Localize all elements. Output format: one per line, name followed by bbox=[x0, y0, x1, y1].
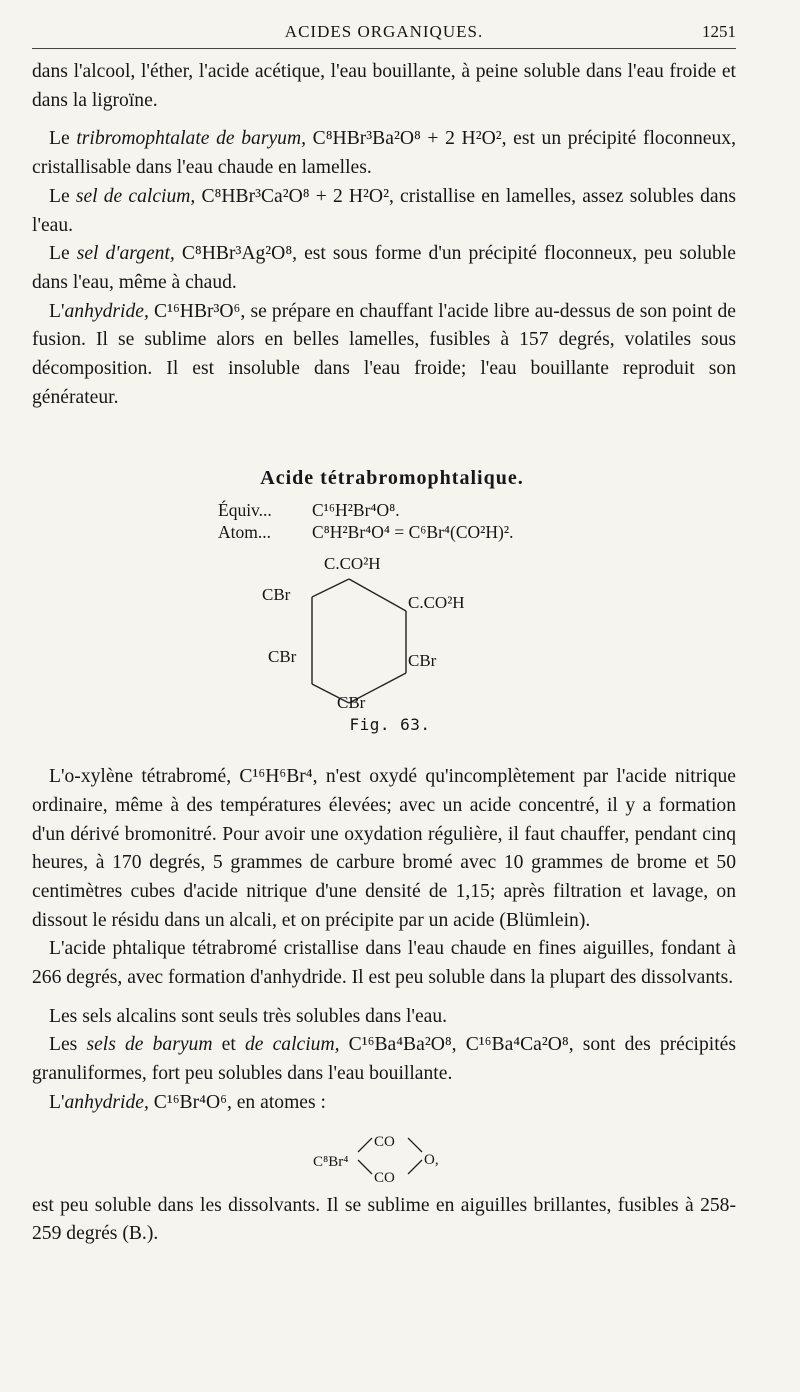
atom-upper-left: CBr bbox=[262, 585, 291, 605]
paragraph-sels-alcalins: Les sels alcalins sont seuls très solubles dans l'eau. bbox=[49, 1005, 448, 1027]
atom-value: C⁸H²Br⁴O⁴ = C⁶Br⁴(CO²H)². bbox=[312, 522, 514, 543]
equiv-label: Équiv... bbox=[218, 500, 272, 521]
page-body bbox=[32, 58, 736, 1249]
atom-label: Atom... bbox=[218, 522, 271, 543]
paragraph-sel-calcium: Le sel de calcium, C⁸HBr³Ca²O⁸ + 2 H²O², cristallise en lamelles, assez solubles dans l'eau. bbox=[32, 185, 736, 236]
atom-lower-right: CBr bbox=[408, 651, 437, 671]
anhydride-left: C⁸Br⁴ bbox=[313, 1153, 349, 1170]
formula-argent: C⁸HBr³Ag²O⁸, bbox=[181, 243, 298, 265]
figure-caption: Fig. 63. bbox=[349, 715, 431, 735]
formula-anhydride: C¹⁶HBr³O⁶, bbox=[154, 300, 246, 322]
header-title: ACIDES ORGANIQUES. bbox=[284, 22, 484, 41]
anhydride-co-bottom: CO bbox=[374, 1169, 395, 1186]
anhydride-right: O, bbox=[424, 1151, 439, 1168]
paragraph-sel-argent: Le sel d'argent, C⁸HBr³Ag²O⁸, est sous forme d'un précipité floconneux, peu soluble dans l'eau, même à chaud. bbox=[32, 243, 736, 293]
figure-63 bbox=[32, 551, 736, 763]
section-title: Acide tétrabromophtalique. bbox=[260, 467, 524, 490]
atom-bottom: CBr bbox=[337, 693, 366, 713]
formula-atom bbox=[218, 521, 736, 543]
paragraph-anhydride-atoms: L'anhydride, C¹⁶Br⁴O⁶, en atomes : bbox=[49, 1091, 326, 1113]
formula-calcium: C⁸HBr³Ca²O⁸ + 2 H²O², bbox=[201, 185, 394, 207]
paragraph-final: est peu soluble dans les dissolvants. Il se sublime en aiguilles brillantes, fusibles à 258-259 degrés (B.). bbox=[32, 1194, 736, 1245]
atom-lower-left: CBr bbox=[268, 647, 297, 667]
running-header bbox=[32, 22, 736, 49]
paragraph-tribromophtalate-baryum: Le tribromophtalate de baryum, C⁸HBr³Ba²O⁸ + 2 H²O², est un précipité floconneux, cristallisable dans l'eau chaude en lamelles. bbox=[32, 128, 736, 179]
paragraph-anhydride: L'anhydride, C¹⁶HBr³O⁶, se prépare en chauffant l'acide libre au-dessus de son point de fusion. Il se sublime alors en belles lamelles, fusibles à 157 degrés, volatiles sous décomposition. Il est insoluble dans l'eau froide; l'eau bouillante reproduit son générateur. bbox=[32, 300, 736, 408]
page-number: 1251 bbox=[702, 22, 736, 41]
paragraph-1: dans l'alcool, l'éther, l'acide acétique, l'eau bouillante, à peine soluble dans l'eau froide et dans la ligroïne. bbox=[32, 61, 736, 111]
atom-upper-right: C.CO²H bbox=[408, 593, 465, 613]
paragraph-acide-phtalique: L'acide phtalique tétrabromé cristallise dans l'eau chaude en fines aiguilles, fondant à 266 degrés, avec formation d'anhydride. Il est peu soluble dans la plupart des dissolvants. bbox=[32, 938, 736, 989]
atom-top: C.CO²H bbox=[324, 554, 381, 574]
equiv-value: C¹⁶H²Br⁴O⁸. bbox=[312, 500, 400, 521]
paragraph-oxylene: L'o-xylène tétrabromé, C¹⁶H⁶Br⁴, n'est oxydé qu'incomplètement par l'acide nitrique ordinaire, même à des températures élevées; avec un acide concentré, il y a formation d'un dérivé bromonitré. Pour avoir une oxydation régulière, il faut chauffer, pendant cinq heures, à 170 degrés, 5 grammes de carbure bromé avec 10 grammes de brome et 50 centimètres cubes d'acide nitrique d'une densité de 1,15; après filtration et lavage, on dissout le résidu dans un alcali, et on précipite par un acide (Blümlein). bbox=[32, 766, 736, 931]
formula-baryum: C⁸HBr³Ba²O⁸ + 2 H²O², bbox=[312, 128, 507, 150]
anhydride-co-top: CO bbox=[374, 1133, 395, 1150]
paragraph-sels-baryum-calcium: Les sels de baryum et de calcium, C¹⁶Ba⁴Ba²O⁸, C¹⁶Ba⁴Ca²O⁸, sont des précipités granuliformes, fort peu solubles dans l'eau bouillante. bbox=[32, 1034, 737, 1085]
anhydride-structure bbox=[32, 1124, 736, 1188]
formula-equiv bbox=[218, 499, 736, 521]
